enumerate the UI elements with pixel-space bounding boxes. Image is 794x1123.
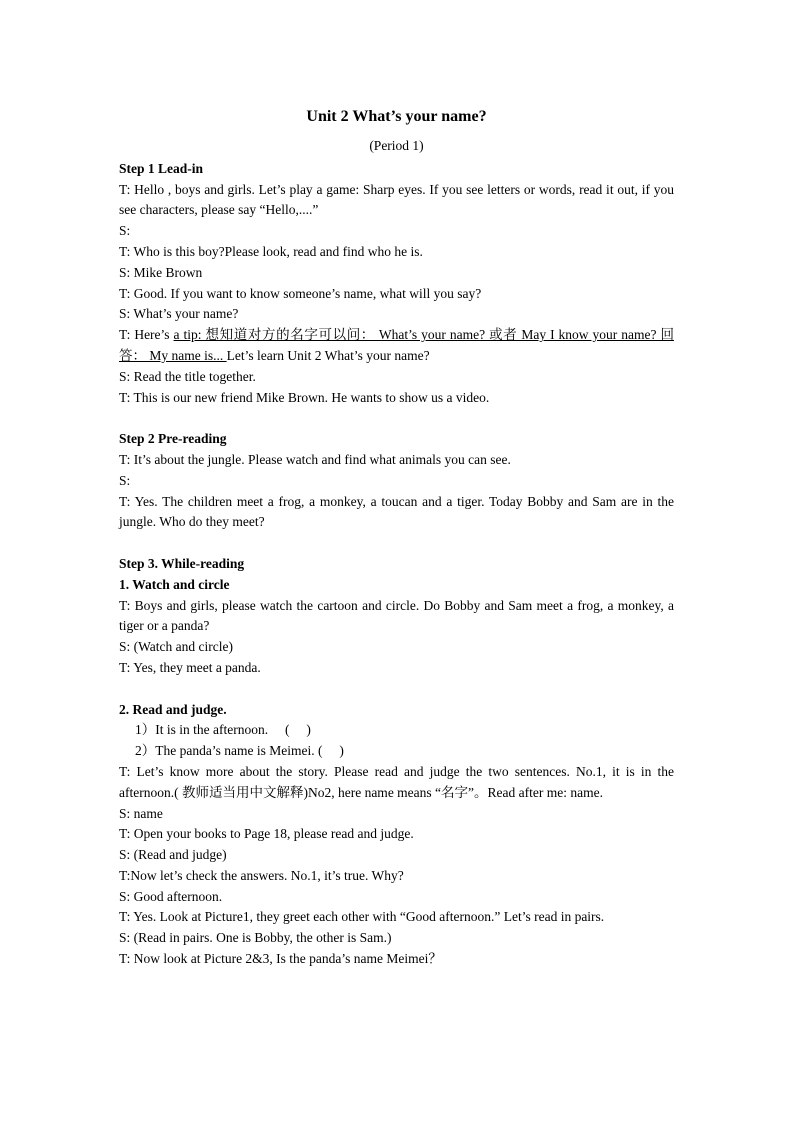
step3-line: S: Good afternoon. xyxy=(119,888,223,904)
document-page xyxy=(119,104,674,970)
step1-line: S: Mike Brown xyxy=(119,264,203,280)
step3-sub1-heading: 1. Watch and circle xyxy=(119,576,230,592)
step1-line: S: What’s your name? xyxy=(119,306,239,322)
step2-heading: Step 2 Pre-reading xyxy=(119,431,227,447)
step2-line: S: xyxy=(119,472,131,488)
step3-heading: Step 3. While-reading xyxy=(119,555,245,571)
tip-suffix: Let’s learn Unit 2 What’s your name? xyxy=(226,347,430,363)
step3-line: T:Now let’s check the answers. No.1, it’s true. Why? xyxy=(119,867,404,883)
step2-line: T: Yes. The children meet a frog, a monkey, a toucan and a tiger. Today Bobby and Sam are in the jungle. Who do they meet? xyxy=(119,493,674,530)
step3-line: S: (Read and judge) xyxy=(119,847,227,863)
tip-prefix: T: Here’s xyxy=(119,327,174,343)
page-title: Unit 2 What’s your name? xyxy=(306,108,487,125)
step1-line: T: Who is this boy?Please look, read and find who he is. xyxy=(119,243,423,259)
step3-line: T: Let’s know more about the story. Please read and judge the two sentences. No.1, it is in the afternoon.( 教师适当用中文解释)No2, here name means “名字”。Read after me: name. xyxy=(119,763,674,800)
step3-line: T: Yes, they meet a panda. xyxy=(119,659,261,675)
step2-line: T: It’s about the jungle. Please watch and find what animals you can see. xyxy=(119,451,511,467)
step1-tip-line xyxy=(119,325,674,367)
step3-line: T: Open your books to Page 18, please read and judge. xyxy=(119,826,414,842)
step3-line: T: Boys and girls, please watch the cartoon and circle. Do Bobby and Sam meet a frog, a monkey, a tiger or a panda? xyxy=(119,597,674,634)
step3-line: T: Now look at Picture 2&3, Is the panda’s name Meimei？ xyxy=(119,951,442,967)
step3-line: S: (Read in pairs. One is Bobby, the other is Sam.) xyxy=(119,930,392,946)
step1-line: S: xyxy=(119,223,131,239)
judge-question: 2）The panda’s name is Meimei. ( ) xyxy=(135,743,344,759)
tip-underlined: a tip: 想知道对方的名字可以问： What’s your name? 或者 May I know your name? 回答： My name is... xyxy=(119,327,674,363)
step1-line: T: Hello , boys and girls. Let’s play a game: Sharp eyes. If you see letters or words, read it out, if you see characters, please say “Hello,....” xyxy=(119,181,674,218)
step3-line: T: Yes. Look at Picture1, they greet each other with “Good afternoon.” Let’s read in pairs. xyxy=(119,909,605,925)
step1-heading: Step 1 Lead-in xyxy=(119,160,204,176)
step1-line: S: Read the title together. xyxy=(119,368,256,384)
step1-line: T: Good. If you want to know someone’s name, what will you say? xyxy=(119,285,482,301)
spacer xyxy=(119,408,674,429)
spacer xyxy=(119,679,674,700)
step3-sub2-heading: 2. Read and judge. xyxy=(119,701,227,717)
step3-line: S: name xyxy=(119,805,163,821)
page-subtitle: (Period 1) xyxy=(369,138,424,153)
spacer xyxy=(119,533,674,554)
step1-line: T: This is our new friend Mike Brown. He wants to show us a video. xyxy=(119,389,490,405)
judge-question: 1）It is in the afternoon. ( ) xyxy=(135,722,311,738)
step3-line: S: (Watch and circle) xyxy=(119,639,233,655)
